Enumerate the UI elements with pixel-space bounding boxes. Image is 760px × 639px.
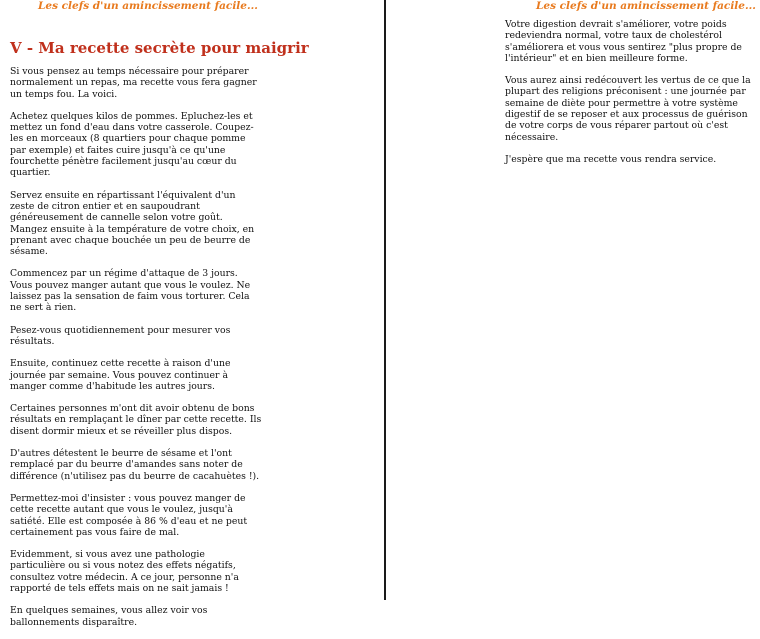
paragraph: D'autres détestent le beurre de sésame et l'ont remplacé par du beurre d'amandes sans noter de différence (n'utilisez pas du beurre de cacahuètes !). [10, 448, 260, 482]
paragraph: Vous aurez ainsi redécouvert les vertus de ce que la plupart des religions préconisent : une journée par semaine de diète pour permettre à votre système digestif de se reposer et aux processus de guérison de votre corps de vous réparer partout où c'est nécessaire. [505, 75, 751, 143]
right-page-body [505, 19, 755, 176]
paragraph: Pesez-vous quotidiennement pour mesurer vos résultats. [10, 324, 231, 347]
paragraph: Evidemment, si vous avez une pathologie particulière ou si vous notez des effets négatifs, consultez votre médecin. A ce jour, personne n'a rapporté de tels effets mais on ne sait jamais ! [10, 549, 239, 594]
paragraph: J'espère que ma recette vous rendra service. [505, 153, 717, 165]
left-page-body [10, 66, 262, 639]
paragraph: Ensuite, continuez cette recette à raison d'une journée par semaine. Vous pouvez continuer à manger comme d'habitude les autres jours. [10, 358, 231, 392]
paragraph: Certaines personnes m'ont dit avoir obtenu de bons résultats en remplaçant le dîner par cette recette. Ils disent dormir mieux et se réveiller plus dispos. [10, 403, 262, 437]
paragraph: Achetez quelques kilos de pommes. Epluchez-les et mettez un fond d'eau dans votre casserole. Coupez-les en morceaux (8 quartiers pour chaque pomme par exemple) et faites cuire jusqu'à ce qu'une fourchette pénètre facilement jusqu'au cœur du quartier. [10, 110, 254, 179]
paragraph: Votre digestion devrait s'améliorer, votre poids redeviendra normal, votre taux de cholestérol s'améliorera et vous vous sentirez "plus propre de l'intérieur" et en bien meilleure forme. [505, 19, 742, 64]
left-page [0, 0, 385, 628]
running-header-right: Les clefs d'un amincissement facile... [536, 0, 756, 12]
paragraph: En quelques semaines, vous allez voir vos ballonnements disparaître. [10, 605, 208, 628]
paragraph: Commencez par un régime d'attaque de 3 jours. Vous pouvez manger autant que vous le voulez. Ne laissez pas la sensation de faim vous torturer. Cela ne sert à rien. [10, 268, 251, 314]
running-header-left: Les clefs d'un amincissement facile... [38, 0, 258, 12]
paragraph: Permettez-moi d'insister : vous pouvez manger de cette recette autant que vous le voulez, jusqu'à satiété. Elle est composée à 86 % d'eau et ne peut certainement pas vous faire de mal. [10, 492, 248, 538]
right-page [386, 0, 760, 600]
paragraph: Servez ensuite en répartissant l'équivalent d'un zeste de citron entier et en saupoudrant généreusement de cannelle selon votre goût. Mangez ensuite à la température de votre choix, en prenant avec chaque bouchée un peu de beurre de sésame. [10, 189, 255, 258]
chapter-title: V - Ma recette secrète pour maigrir [10, 39, 309, 57]
paragraph: Si vous pensez au temps nécessaire pour préparer normalement un repas, ma recette vous fera gagner un temps fou. La voici. [10, 66, 257, 100]
